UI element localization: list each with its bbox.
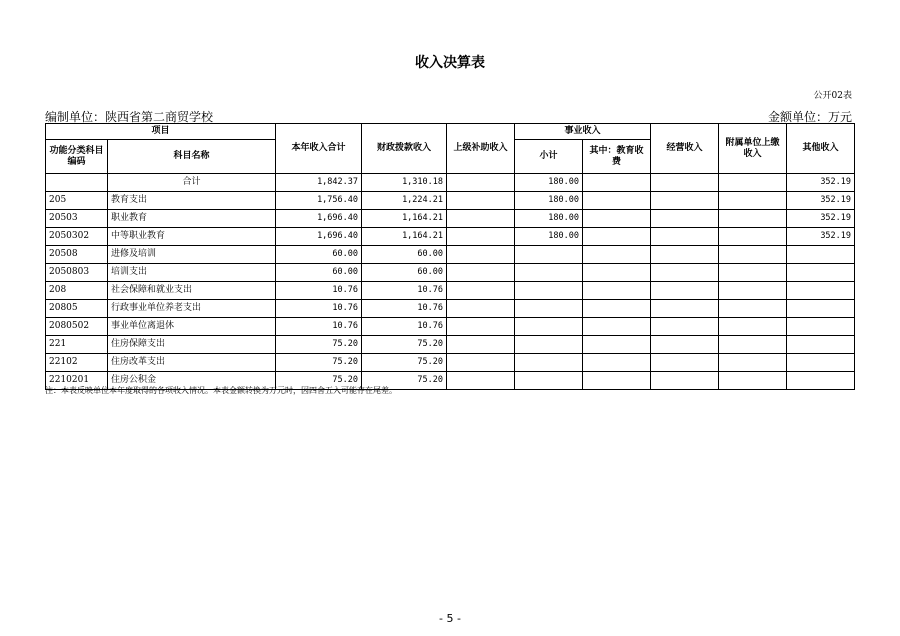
table-row [46, 336, 855, 354]
header-other-income: 其他收入 [787, 124, 855, 174]
cell-other-income: 352.19 [787, 192, 855, 210]
cell-other-income: 352.19 [787, 210, 855, 228]
cell-other-income [787, 282, 855, 300]
cell-affiliated-income [719, 336, 787, 354]
page-number: - 5 - [439, 612, 461, 625]
cell-total-income: 1,696.40 [276, 228, 362, 246]
cell-fiscal-income: 60.00 [362, 264, 447, 282]
cell-business-subtotal: 180.00 [515, 228, 583, 246]
cell-operating-income [651, 372, 719, 390]
cell-total-income: 10.76 [276, 282, 362, 300]
cell-affiliated-income [719, 264, 787, 282]
cell-fiscal-income: 1,164.21 [362, 210, 447, 228]
cell-business-education [583, 336, 651, 354]
table-row-total [46, 174, 855, 192]
cell-superior-subsidy [447, 228, 515, 246]
cell-superior-subsidy [447, 336, 515, 354]
header-affiliated-income: 附属单位上缴收入 [719, 124, 787, 174]
cell-total-income: 75.20 [276, 372, 362, 390]
cell-other-income: 352.19 [787, 174, 855, 192]
amount-unit: 金额单位：万元 [767, 110, 852, 124]
table-row [46, 354, 855, 372]
cell-total-income: 10.76 [276, 300, 362, 318]
cell-total-income: 10.76 [276, 318, 362, 336]
cell-affiliated-income [719, 282, 787, 300]
cell-fiscal-income: 10.76 [362, 300, 447, 318]
table-row [46, 264, 855, 282]
header-superior-subsidy: 上级补助收入 [447, 124, 515, 174]
cell-business-education [583, 264, 651, 282]
cell-operating-income [651, 192, 719, 210]
cell-fiscal-income: 75.20 [362, 372, 447, 390]
cell-other-income [787, 336, 855, 354]
cell-business-subtotal: 180.00 [515, 192, 583, 210]
cell-subject-name: 教育支出 [108, 192, 276, 210]
cell-total-income: 60.00 [276, 264, 362, 282]
header-total-income: 本年收入合计 [276, 124, 362, 174]
table-row [46, 300, 855, 318]
cell-total-income: 1,696.40 [276, 210, 362, 228]
footnote: 注：本表反映单位本年度取得的各项收入情况。本表金额转换为万元时，因四舍五入可能存在尾差。 [45, 386, 397, 395]
income-table [45, 123, 855, 390]
cell-total-income: 75.20 [276, 354, 362, 372]
cell-business-subtotal [515, 354, 583, 372]
cell-func-code: 208 [46, 282, 108, 300]
cell-other-income: 352.19 [787, 228, 855, 246]
cell-business-education [583, 174, 651, 192]
cell-business-subtotal [515, 300, 583, 318]
header-fiscal-income: 财政拨款收入 [362, 124, 447, 174]
cell-business-education [583, 318, 651, 336]
cell-affiliated-income [719, 318, 787, 336]
header-func-code: 功能分类科目编码 [46, 140, 108, 174]
table-row [46, 318, 855, 336]
header-business-education: 其中：教育收费 [583, 140, 651, 174]
cell-subject-name: 进修及培训 [108, 246, 276, 264]
cell-total-income: 1,842.37 [276, 174, 362, 192]
cell-superior-subsidy [447, 264, 515, 282]
header-operating-income: 经营收入 [651, 124, 719, 174]
table-row [46, 192, 855, 210]
table-body [46, 174, 855, 390]
cell-business-subtotal [515, 318, 583, 336]
cell-superior-subsidy [447, 318, 515, 336]
cell-business-education [583, 372, 651, 390]
cell-business-education [583, 354, 651, 372]
cell-affiliated-income [719, 210, 787, 228]
cell-business-subtotal [515, 246, 583, 264]
cell-affiliated-income [719, 192, 787, 210]
table-row [46, 246, 855, 264]
cell-operating-income [651, 228, 719, 246]
cell-subject-name: 住房保障支出 [108, 336, 276, 354]
cell-func-code: 221 [46, 336, 108, 354]
cell-func-code: 2050803 [46, 264, 108, 282]
cell-business-education [583, 192, 651, 210]
cell-func-code: 2080502 [46, 318, 108, 336]
table-row [46, 228, 855, 246]
cell-func-code: 20805 [46, 300, 108, 318]
cell-subject-name: 中等职业教育 [108, 228, 276, 246]
cell-func-code: 20508 [46, 246, 108, 264]
cell-operating-income [651, 282, 719, 300]
cell-business-education [583, 246, 651, 264]
cell-func-code [46, 174, 108, 192]
cell-affiliated-income [719, 174, 787, 192]
cell-superior-subsidy [447, 282, 515, 300]
cell-business-education [583, 210, 651, 228]
cell-superior-subsidy [447, 174, 515, 192]
cell-operating-income [651, 264, 719, 282]
cell-subject-name: 社会保障和就业支出 [108, 282, 276, 300]
cell-business-education [583, 228, 651, 246]
cell-affiliated-income [719, 300, 787, 318]
cell-other-income [787, 300, 855, 318]
cell-operating-income [651, 174, 719, 192]
cell-func-code: 2210201 [46, 372, 108, 390]
cell-operating-income [651, 210, 719, 228]
cell-fiscal-income: 60.00 [362, 246, 447, 264]
cell-operating-income [651, 336, 719, 354]
cell-func-code: 205 [46, 192, 108, 210]
cell-business-subtotal [515, 372, 583, 390]
cell-superior-subsidy [447, 210, 515, 228]
header-item-group: 项目 [46, 124, 276, 140]
form-code: 公开02表 [813, 91, 852, 101]
header-business-subtotal: 小计 [515, 140, 583, 174]
cell-other-income [787, 318, 855, 336]
cell-other-income [787, 354, 855, 372]
cell-business-subtotal: 180.00 [515, 210, 583, 228]
cell-other-income [787, 246, 855, 264]
cell-operating-income [651, 354, 719, 372]
cell-func-code: 22102 [46, 354, 108, 372]
cell-subject-name: 事业单位离退休 [108, 318, 276, 336]
cell-business-education [583, 282, 651, 300]
cell-subject-name: 行政事业单位养老支出 [108, 300, 276, 318]
cell-superior-subsidy [447, 246, 515, 264]
cell-affiliated-income [719, 228, 787, 246]
cell-fiscal-income: 1,164.21 [362, 228, 447, 246]
header-business-group: 事业收入 [515, 124, 651, 140]
cell-affiliated-income [719, 246, 787, 264]
cell-subject-name: 合计 [108, 174, 276, 192]
cell-subject-name: 职业教育 [108, 210, 276, 228]
table-row [46, 282, 855, 300]
cell-superior-subsidy [447, 354, 515, 372]
table-row [46, 210, 855, 228]
cell-total-income: 60.00 [276, 246, 362, 264]
compiling-unit: 编制单位：陕西省第二商贸学校 [45, 110, 214, 124]
cell-other-income [787, 372, 855, 390]
cell-business-subtotal [515, 336, 583, 354]
cell-fiscal-income: 1,224.21 [362, 192, 447, 210]
cell-total-income: 75.20 [276, 336, 362, 354]
cell-fiscal-income: 1,310.18 [362, 174, 447, 192]
cell-operating-income [651, 318, 719, 336]
cell-subject-name: 住房公积金 [108, 372, 276, 390]
cell-fiscal-income: 75.20 [362, 336, 447, 354]
cell-business-subtotal: 180.00 [515, 174, 583, 192]
cell-superior-subsidy [447, 372, 515, 390]
cell-subject-name: 培训支出 [108, 264, 276, 282]
document-title: 收入决算表 [415, 55, 485, 71]
cell-affiliated-income [719, 372, 787, 390]
cell-business-subtotal [515, 282, 583, 300]
cell-affiliated-income [719, 354, 787, 372]
cell-superior-subsidy [447, 192, 515, 210]
cell-business-subtotal [515, 264, 583, 282]
cell-subject-name: 住房改革支出 [108, 354, 276, 372]
cell-func-code: 2050302 [46, 228, 108, 246]
cell-operating-income [651, 300, 719, 318]
cell-fiscal-income: 75.20 [362, 354, 447, 372]
cell-func-code: 20503 [46, 210, 108, 228]
cell-superior-subsidy [447, 300, 515, 318]
header-subject-name: 科目名称 [108, 140, 276, 174]
cell-fiscal-income: 10.76 [362, 318, 447, 336]
cell-operating-income [651, 246, 719, 264]
cell-fiscal-income: 10.76 [362, 282, 447, 300]
cell-other-income [787, 264, 855, 282]
cell-business-education [583, 300, 651, 318]
cell-total-income: 1,756.40 [276, 192, 362, 210]
